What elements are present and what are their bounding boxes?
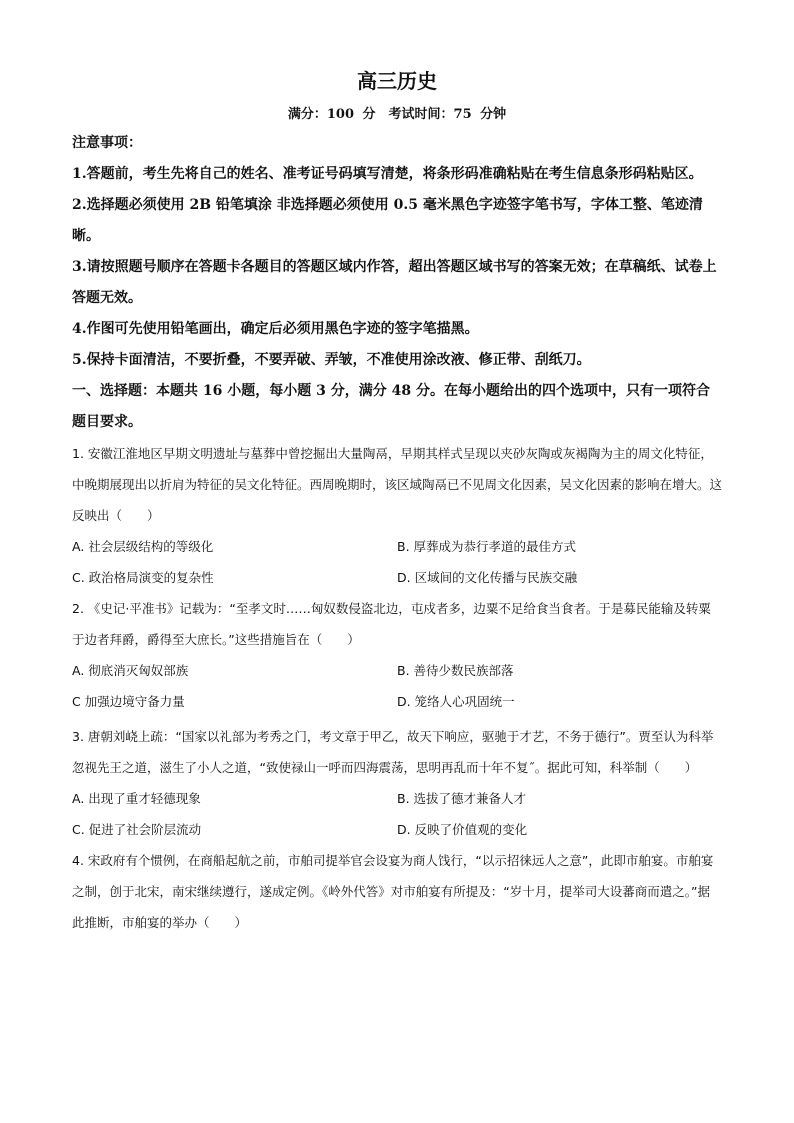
option-list: [72, 655, 722, 717]
option-a: A. 出现了重才轻德现象: [72, 791, 201, 806]
question-stem: 2. 《史记·平准书》记载为：“至孝文时……匈奴数侵盗北边，屯戍者多，边粟不足给食当食者。于是募民能输及转粟于边者拜爵，爵得至大庶长。”这些措施旨在（ ）: [72, 601, 711, 647]
question-4: [72, 845, 722, 938]
section-heading: 一、选择题：本题共 16 小题，每小题 3 分，满分 48 分。在每小题给出的四个选项中，只有一项符合题目要求。: [72, 383, 710, 430]
option-d: D. 笼络人心巩固统一: [397, 694, 515, 709]
page-title: 高三历史: [357, 69, 437, 93]
option-list: [72, 531, 722, 593]
exam-info: 满分：100 分 考试时间：75 分钟: [287, 107, 507, 122]
note-item: 1.答题前，考生先将自己的姓名、准考证号码填写清楚，将条形码准确粘贴在考生信息条形码粘贴区。: [72, 166, 703, 182]
option-b: B. 厚葬成为恭行孝道的最佳方式: [397, 539, 577, 554]
option-c: C. 促进了社会阶层流动: [72, 822, 202, 837]
option-d: D. 区域间的文化传播与民族交融: [397, 570, 578, 585]
question-stem: 1. 安徽江淮地区早期文明遗址与墓葬中曾挖掘出大量陶鬲，早期其样式呈现以夹砂灰陶或灰褐陶为主的周文化特征，中晚期展现出以折肩为特征的吴文化特征。西周晚期时，该区域陶鬲已不见周文化因素，吴文化因素的影响在增大。这反映出（ ）: [72, 446, 723, 523]
option-list: [72, 783, 722, 845]
option-d: D. 反映了价值观的变化: [397, 822, 528, 837]
option-a: A. 彻底消灭匈奴部族: [72, 663, 189, 678]
question-3: [72, 721, 722, 845]
notes-heading: 注意事项：: [72, 135, 142, 151]
question-2: [72, 593, 722, 717]
question-1: [72, 438, 722, 593]
option-c: C 加强边境守备力量: [72, 694, 185, 709]
note-item: 2.选择题必须使用 2B 铅笔填涂 非选择题必须使用 0.5 毫米黑色字迹签字笔书写，字体工整、笔迹清晰。: [72, 197, 703, 244]
option-a: A. 社会层级结构的等级化: [72, 539, 214, 554]
note-item: 5.保持卡面清洁，不要折叠，不要弄破、弄皱，不准使用涂改液、修正带、刮纸刀。: [72, 352, 591, 368]
question-stem: 3. 唐朝刘峣上疏：“国家以礼部为考秀之门，考文章于甲乙，故天下响应，驱驰于才艺，不务于德行”。贾至认为科举忽视先王之道，滋生了小人之道，“致使禄山一呼而四海震荡，思明再乱而十年不复˝。据此可知，科举制（ ）: [72, 729, 714, 775]
option-b: B. 善待少数民族部落: [397, 663, 514, 678]
note-item: 4.作图可先使用铅笔画出，确定后必须用黑色字迹的签字笔描黑。: [72, 321, 479, 337]
exam-page: [72, 62, 722, 938]
option-b: B. 选拔了德才兼备人才: [397, 791, 527, 806]
option-c: C. 政治格局演变的复杂性: [72, 570, 214, 585]
note-item: 3.请按照题号顺序在答题卡各题目的答题区域内作答，超出答题区域书写的答案无效；在草稿纸、试卷上答题无效。: [72, 259, 717, 306]
question-stem: 4. 宋政府有个惯例，在商船起航之前，市舶司提举官会设宴为商人饯行，“以示招徕远人之意”，此即市舶宴。市舶宴之制，创于北宋，南宋继续遵行，遂成定例。《岭外代答》对市舶宴有所提及：“岁十月，提举司大设蕃商而遣之。”据此推断，市舶宴的举办（ ）: [72, 853, 714, 930]
